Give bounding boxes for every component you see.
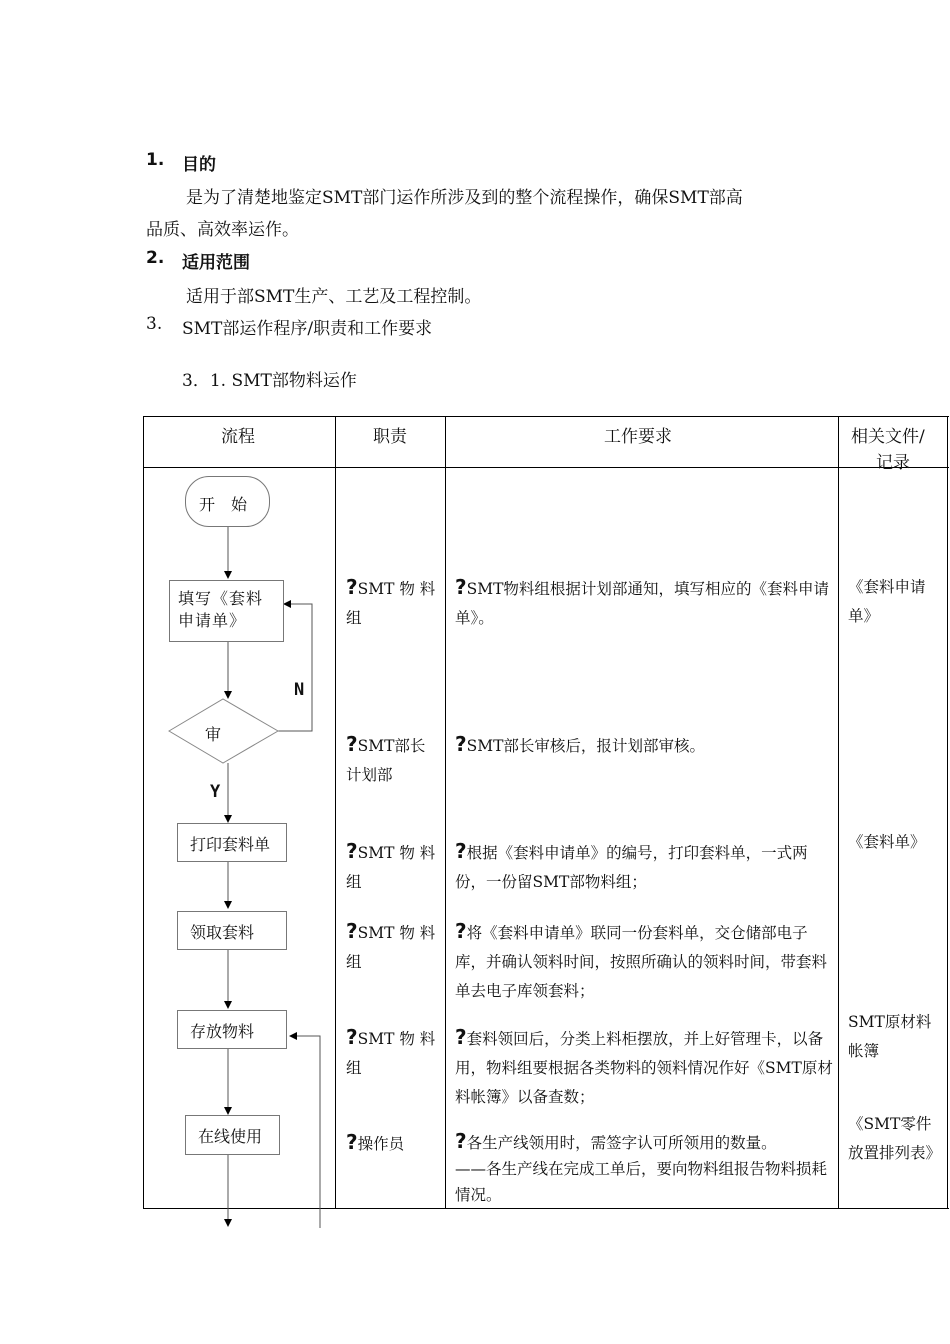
row6-requirement: ?各生产线领用时，需签字认可所领用的数量。 ——各生产线在完成工单后，要向物料组报告物料损耗情况。 <box>455 1129 828 1204</box>
section-2-body: 适用于部SMT生产、工艺及工程控制。 <box>186 287 482 307</box>
header-requirements: 工作要求 <box>604 427 672 447</box>
section-1-body-line2: 品质、高效率运作。 <box>146 220 299 240</box>
bullet-icon: ? <box>346 575 358 599</box>
section-3-title: SMT部运作程序/职责和工作要求 <box>182 319 433 339</box>
header-docs-line1: 相关文件/ <box>851 427 925 447</box>
flow-no-label: N <box>294 680 305 700</box>
row2-requirement: ?SMT部长审核后，报计划部审核。 <box>455 732 705 756</box>
header-flow: 流程 <box>221 427 255 447</box>
section-1-title: 目的 <box>182 155 216 175</box>
header-duty: 职责 <box>373 427 407 447</box>
flow-store-node: 存放物料 <box>177 1010 287 1049</box>
row3-duty: ?SMT 物 料 组 <box>346 839 436 891</box>
section-1-body-line1: 是为了清楚地鉴定SMT部门运作所涉及到的整个流程操作，确保SMT部高 <box>186 188 743 208</box>
bullet-icon: ? <box>455 732 467 756</box>
row3-doc: 《套料单》 <box>848 833 926 851</box>
bullet-icon: ? <box>455 919 467 943</box>
row6-doc: 《SMT零件放置排列表》 <box>848 1115 942 1162</box>
flow-fill-application-node: 填写《套料申请单》 <box>169 580 284 642</box>
bullet-icon: ? <box>346 1130 358 1154</box>
row3-requirement: ?根据《套料申请单》的编号，打印套料单，一式两份，一份留SMT部物料组； <box>455 839 808 891</box>
row5-doc: SMT原材料帐簿 <box>848 1013 932 1060</box>
section-3-number: 3. <box>146 314 163 334</box>
flow-start-node: 开 始 <box>185 476 270 527</box>
flow-print-node: 打印套料单 <box>177 823 287 862</box>
section-3-1-title: 3．1. SMT部物料运作 <box>182 371 357 391</box>
section-2-title: 适用范围 <box>182 253 250 273</box>
bullet-icon: ? <box>346 919 358 943</box>
bullet-icon: ? <box>455 1025 467 1049</box>
row1-duty: ?SMT 物 料 组 <box>346 575 436 627</box>
bullet-icon: ? <box>346 839 358 863</box>
row5-requirement: ?套料领回后，分类上料柜摆放，并上好管理卡，以备用，物料组要根据各类物料的领料情况作好《SMT原材料帐簿》以备查数； <box>455 1025 833 1106</box>
section-2-number: 2. <box>146 248 165 268</box>
row1-doc: 《套料申请单》 <box>848 578 926 625</box>
decision-diamond <box>169 699 278 763</box>
row4-duty: ?SMT 物 料 组 <box>346 919 436 971</box>
row6-duty: ?操作员 <box>346 1130 405 1154</box>
row2-duty: ?SMT部长 计划部 <box>346 732 426 784</box>
flow-review-label: 审 <box>205 725 222 744</box>
flow-collect-node: 领取套料 <box>177 911 287 950</box>
flow-use-node: 在线使用 <box>185 1115 280 1155</box>
bullet-icon: ? <box>346 1025 358 1049</box>
row1-requirement: ?SMT物料组根据计划部通知，填写相应的《套料申请单》。 <box>455 575 829 627</box>
header-docs-line2: 记录 <box>876 453 910 473</box>
flow-yes-label: Y <box>210 782 221 802</box>
bullet-icon: ? <box>455 575 467 599</box>
row4-requirement: ?将《套料申请单》联同一份套料单，交仓储部电子库，并确认领料时间，按照所确认的领料时间，带套料单去电子库领套料； <box>455 919 828 1000</box>
bullet-icon: ? <box>346 732 358 756</box>
row5-duty: ?SMT 物 料 组 <box>346 1025 436 1077</box>
bullet-icon: ? <box>455 839 467 863</box>
section-1-number: 1. <box>146 150 165 170</box>
bullet-icon: ? <box>455 1129 467 1153</box>
